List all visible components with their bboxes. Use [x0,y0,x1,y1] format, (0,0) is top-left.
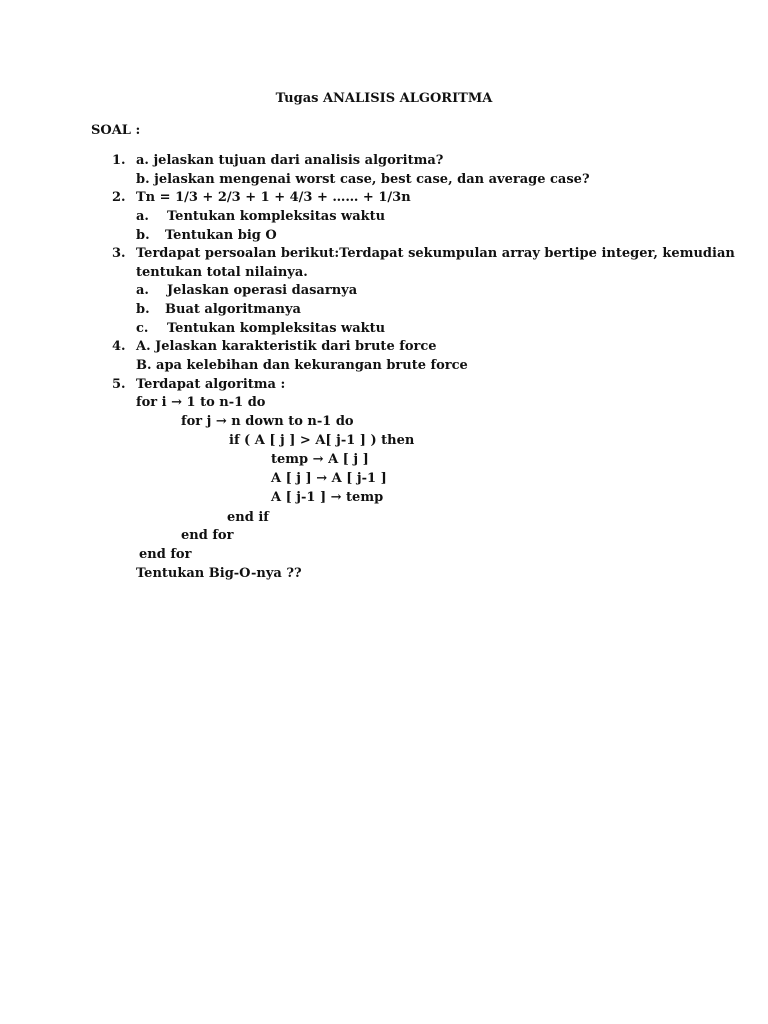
sub-text: Tentukan big O [165,228,277,243]
code-line: temp → A [ j ] [271,452,369,467]
question-line: tentukan total nilainya. [136,265,308,280]
sub-text: Jelaskan operasi dasarnya [167,283,358,298]
code-line: end for [139,547,192,562]
code-line: A [ j-1 ] → temp [271,490,384,505]
sub-text: Tentukan kompleksitas waktu [167,209,386,224]
document-title: Tugas ANALISIS ALGORITMA [275,91,493,106]
question-line: Terdapat persoalan berikut:Terdapat sekumpulan array bertipe integer, kemudian [136,246,735,261]
question-line: b. jelaskan mengenai worst case, best case, dan average case? [136,172,590,187]
question-line: B. apa kelebihan dan kekurangan brute force [136,358,468,373]
question-number: 2. [112,190,126,205]
soal-label: SOAL : [91,123,141,138]
code-line: if ( A [ j ] > A[ j-1 ] ) then [229,433,415,448]
question-number: 1. [112,153,126,168]
question-line: a. jelaskan tujuan dari analisis algoritma? [136,153,444,168]
closing-question: Tentukan Big-O-nya ?? [136,566,302,581]
question-number: 4. [112,339,126,354]
code-line: for j → n down to n-1 do [181,414,354,429]
question-text: Terdapat algoritma : [136,377,286,392]
code-line: A [ j ] → A [ j-1 ] [271,471,387,486]
code-line: end if [227,510,269,525]
sub-letter: b. [136,302,150,317]
sub-letter: a. [136,209,149,224]
sub-text: Buat algoritmanya [165,302,301,317]
code-line: end for [181,528,234,543]
question-number: 3. [112,246,126,261]
sub-letter: a. [136,283,149,298]
question-number: 5. [112,377,126,392]
sub-letter: c. [136,321,149,336]
sub-text: Tentukan kompleksitas waktu [167,321,386,336]
question-line: A. Jelaskan karakteristik dari brute force [136,339,437,354]
question-text: Tn = 1/3 + 2/3 + 1 + 4/3 + …… + 1/3n [136,190,411,205]
sub-letter: b. [136,228,150,243]
code-line: for i → 1 to n-1 do [136,395,266,410]
